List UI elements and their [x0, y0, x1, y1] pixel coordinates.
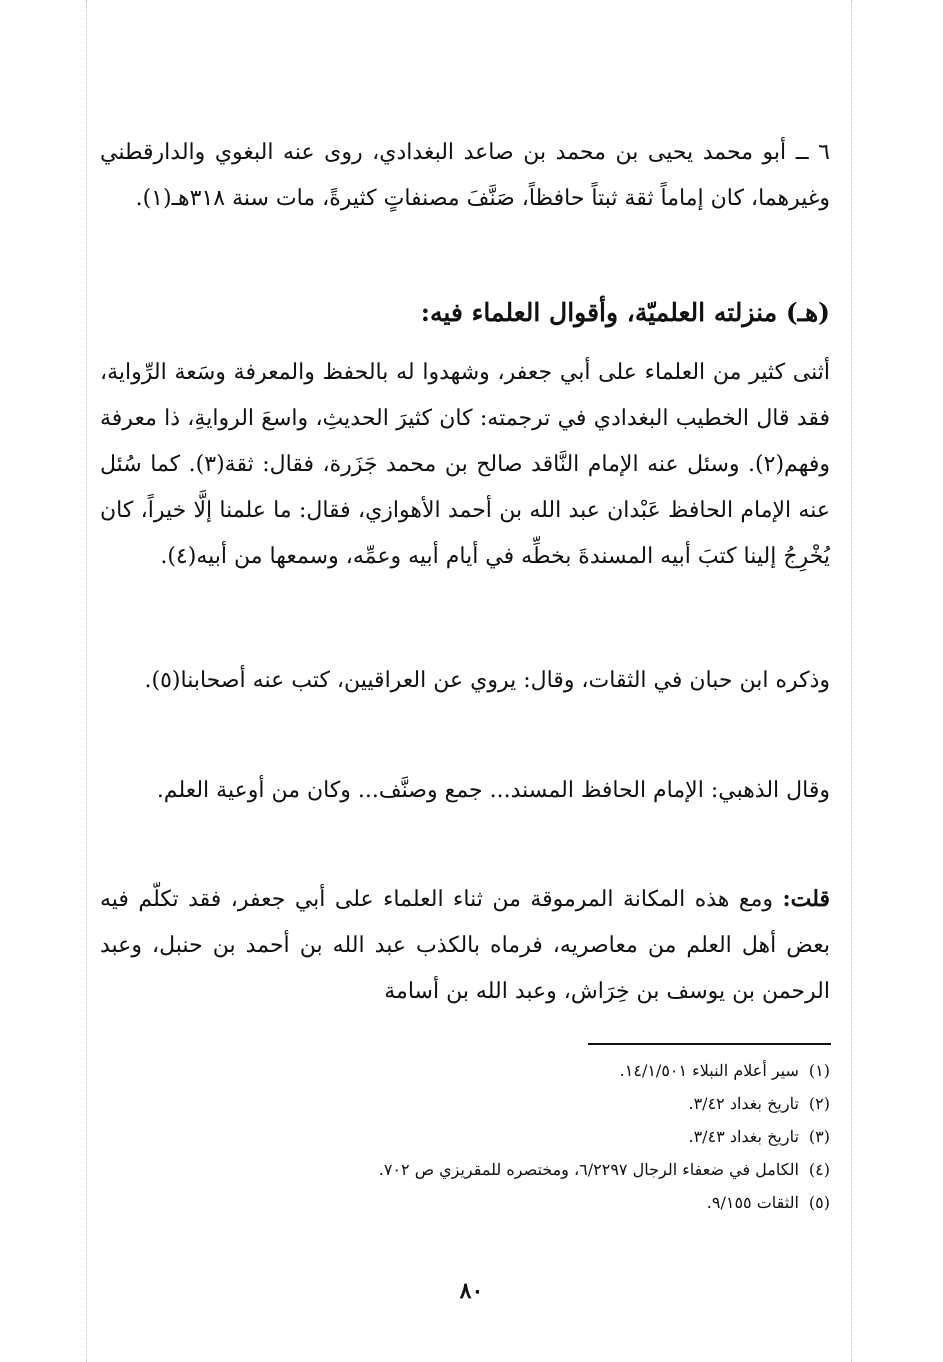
paragraph-criticism-rest: ومع هذه المكانة المرموقة من ثناء العلماء على أبي جعفر، فقد تكلّم فيه بعض أهل العلم من معاصريه، فرماه بالكذب عبد الله بن أحمد بن حنبل، وعبد الرحمن بن يوسف بن خِرَاش، وعبد الله بن أسامة: [100, 887, 830, 1004]
footnote-text: تاريخ بغداد ٣/٤٣.: [688, 1127, 799, 1146]
footnote-text: الكامل في ضعفاء الرجال ٦/٢٢٩٧، ومختصره للمقريزي ص ٧٠٢.: [378, 1160, 799, 1179]
footnote-text: سير أعلام النبلاء ١٤/١/٥٠١.: [619, 1061, 799, 1080]
intro-paragraph: [100, 130, 830, 222]
paragraph-praise-text: أثنى كثير من العلماء على أبي جعفر، وشهدوا له بالحفظ والمعرفة وسَعة الرِّواية، فقد قال الخطيب البغدادي في ترجمته: كان كثيرَ الحديثِ، واسعَ الروايةِ، ذا معرفة وفهم(٢). وسئل عنه الإمام النَّاقد صالح بن محمد جَزَرة، فقال: ثقة(٣). كما سُئل عنه الإمام الحافظ عَبْدان عبد الله بن أحمد الأهوازي، فقال: ما علمنا إلَّا خيراً، كان يُخْرِجُ إلينا كتبَ أبيه المسندةَ بخطِّه في أيام أبيه وعمِّه، وسمعها من أبيه(٤).: [100, 360, 830, 569]
footnote-number: (٣): [808, 1127, 830, 1146]
right-margin-guide: [851, 0, 852, 1362]
footnote-text: تاريخ بغداد ٣/٤٢.: [688, 1094, 799, 1113]
paragraph-criticism-text: [100, 876, 830, 1015]
footnote-number: (١): [808, 1061, 830, 1080]
paragraph-criticism: [100, 876, 830, 1015]
paragraph-praise: [100, 350, 830, 580]
paragraph-dhahabi-text: وقال الذهبي: الإمام الحافظ المسند... جمع وصنَّف... وكان من أوعية العلم.: [156, 778, 830, 803]
footnote-item: [130, 1054, 830, 1087]
footnote-item: [130, 1087, 830, 1120]
intro-text: ٦ ــ أبو محمد يحيى بن محمد بن صاعد البغدادي، روى عنه البغوي والدارقطني وغيرهما، كان إماماً ثقة ثبتاً حافظاً، صَنَّفَ مصنفاتٍ كثيرةً، مات سنة ٣١٨هـ(١).: [100, 140, 830, 211]
footnote-number: (٤): [808, 1160, 830, 1179]
footnote-text: الثقات ٩/١٥٥.: [706, 1193, 799, 1212]
footnote-item: [130, 1186, 830, 1219]
footnote-number: (٥): [808, 1193, 830, 1212]
left-margin-guide: [86, 0, 87, 1362]
paragraph-dhahabi: [100, 768, 830, 814]
footnote-item: [130, 1153, 830, 1186]
page-number: ٨٠: [459, 1278, 484, 1304]
footnote-divider: [588, 1043, 831, 1045]
paragraph-ibn-hibban: [100, 658, 830, 704]
section-heading: (هـ) منزلته العلميّة، وأقوال العلماء فيه:: [420, 298, 830, 327]
paragraph-criticism-lead: قلت:: [782, 886, 830, 912]
footnotes-list: [130, 1054, 830, 1219]
paragraph-ibn-hibban-text: وذكره ابن حبان في الثقات، وقال: يروي عن العراقيين، كتب عنه أصحابنا(٥).: [144, 668, 830, 693]
footnote-number: (٢): [808, 1094, 830, 1113]
footnote-item: [130, 1120, 830, 1153]
